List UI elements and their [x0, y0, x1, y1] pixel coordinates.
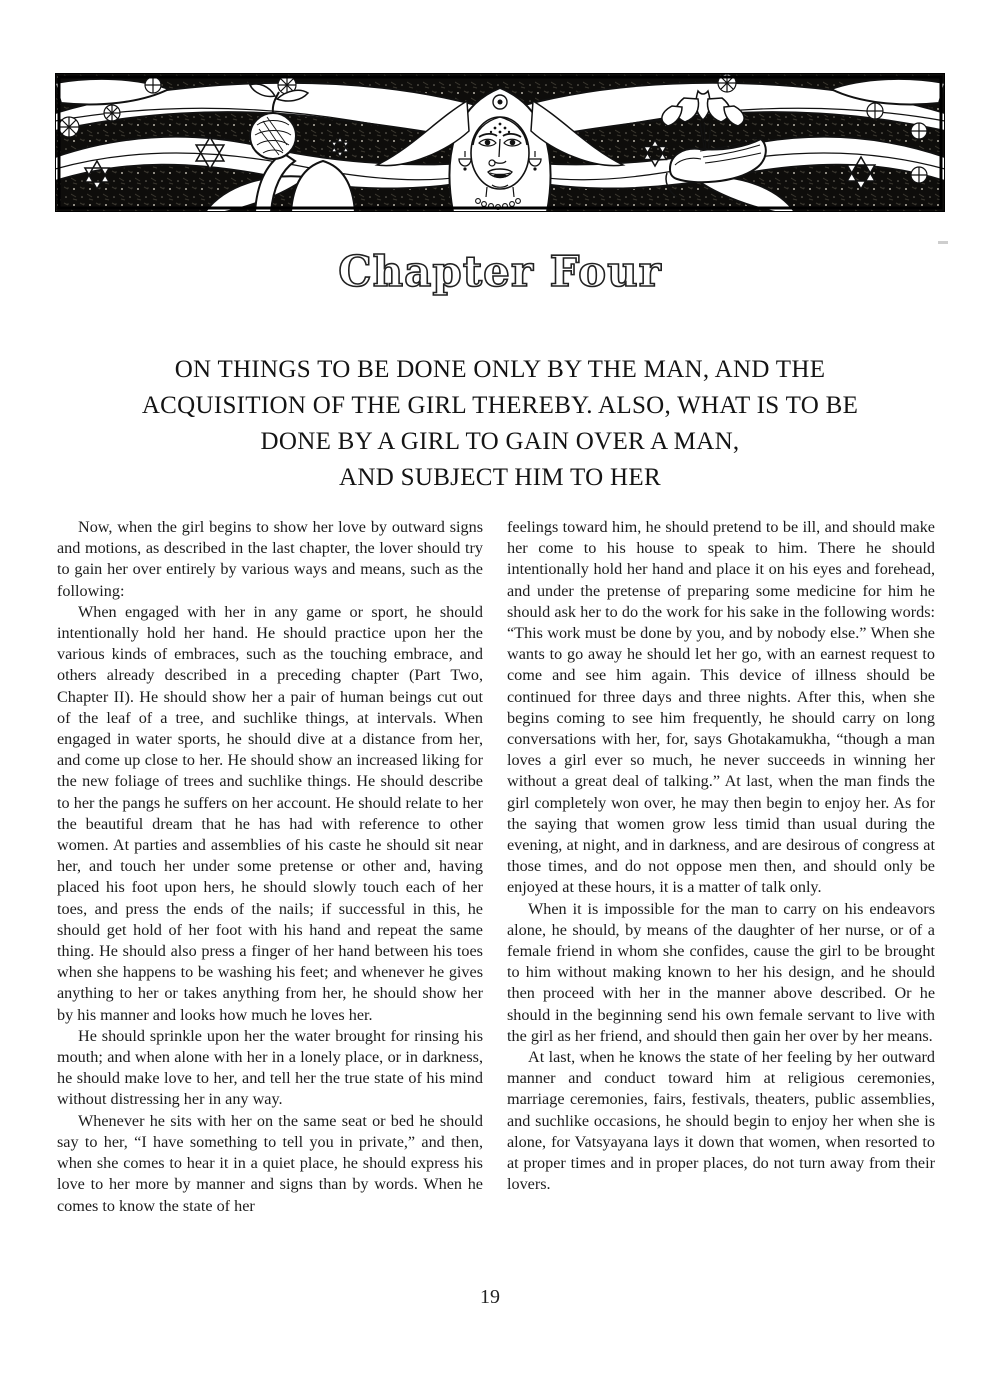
body-paragraph: When engaged with her in any game or sport, he should intentionally hold her hand. He should practice upon her the various kinds of embraces, such as the touching embrace, and others already described in a preceding chapter (Part Two, Chapter II). He should show her a pair of human beings cut out of the leaf of a tree, and suchlike things, at intervals. When engaged in water sports, he should dive at a distance from her, and come up close to her. He should show an increased liking for the new foliage of trees and suchlike things. He should describe to her the pangs he suffers on her account. He should relate to her the beautiful dream that he has had with reference to other women. At parties and assemblies of his caste he should sit near her, and touch her under some pretense or other and, having placed his foot upon hers, he should slowly touch each of her toes, and press the ends of the nails; if successful in this, he should get hold of her foot with his hand and repeat the same thing. He should also press a finger of her hand between his toes when she happens to be washing his feet; and whenever he gives anything to her or takes anything from her, he should show her by his manner and looks how much he loves her.: [57, 602, 483, 1024]
chapter-banner-illustration: [55, 73, 945, 212]
body-paragraph: Now, when the girl begins to show her love by outward signs and motions, as described in the last chapter, the lover should try to gain her over entirely by various ways and means, such as the following:: [57, 518, 483, 600]
chapter-title: [305, 240, 695, 308]
page-number: 19: [480, 1286, 500, 1308]
chapter-heading-line: AND SUBJECT HIM TO HER: [339, 464, 661, 491]
chapter-heading: [80, 352, 920, 496]
scan-artifact: [938, 241, 948, 244]
chapter-title-text: Chapter Four: [338, 247, 662, 296]
body-paragraph: Whenever he sits with her on the same seat or bed he should say to her, “I have something to tell you in private,” and then, when she comes to hear it in a quiet place, he should express his love to her more by manner and signs than by words. When he comes to know the state of her: [57, 1111, 483, 1215]
body-left-column: [57, 517, 483, 1217]
body-paragraph: He should sprinkle upon her the water brought for rinsing his mouth; and when alone with her in a lonely place, or in darkness, he should make love to her, and tell her the true state of his mind without distressing her in any way.: [57, 1026, 483, 1109]
chapter-heading-line: DONE BY A GIRL TO GAIN OVER A MAN,: [260, 428, 740, 455]
chapter-heading-line: ACQUISITION OF THE GIRL THEREBY. ALSO, WHAT IS TO BE: [141, 392, 859, 419]
body-paragraph: When it is impossible for the man to carry on his endeavors alone, he should, by means of the daughter of her nurse, or of a female friend in whom she confides, cause the girl to be brought to him without making known to her his design, and he should then proceed with her in the manner above described. Or he should in the beginning send his own female servant to live with the girl as her friend, and should then gain her over by her means.: [507, 899, 935, 1045]
body-right-column: [507, 517, 935, 1196]
body-paragraph: At last, when he knows the state of her feeling by her outward manner and conduct toward him at religious ceremonies, marriage ceremonies, fairs, festivals, theaters, public assemblies, and suchlike occasions, he should begin to enjoy her when she is alone, for Vatsyayana lays it down that women, when resorted to at proper times and in proper places, do not turn away from their lovers.: [507, 1048, 935, 1194]
body-paragraph: feelings toward him, he should pretend to be ill, and should make her come to his house to speak to him. There he should intentionally hold her hand and place it on his eyes and forehead, and under the pretense of preparing some medicine for him he should ask her to do the work for his sake in the following words: “This work must be done by you, and by nobody else.” When she wants to go away he should let her go, with an earnest request to come and see him again. This device of illness should be continued for three days and three nights. After this, when she begins coming to see him frequently, he should carry on long conversations with her, for, says Ghotakamukha, “though a man loves a girl ever so much, he never succeeds in winning her without a great deal of talking.” At last, when the man finds the girl completely won over, he may then begin to enjoy her. As for the saying that women grow less timid than usual during the evening, at night, and in darkness, and are desirous of congress at those times, and do not oppose men then, and should only be enjoyed at these hours, it is a matter of talk only.: [507, 518, 935, 897]
banner-svg: [55, 73, 945, 212]
chapter-heading-line: ON THINGS TO BE DONE ONLY BY THE MAN, AND THE: [174, 356, 826, 383]
